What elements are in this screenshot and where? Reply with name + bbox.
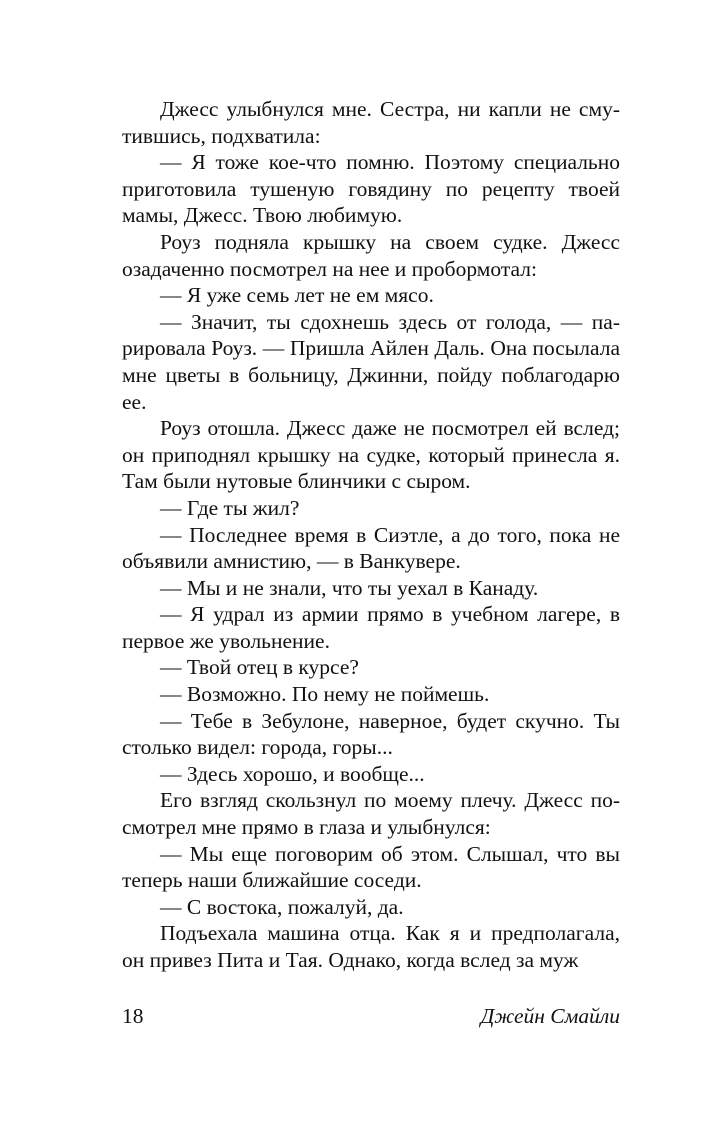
paragraph: Подъехала машина отца. Как я и предполагала, он привез Пита и Тая. Однако, когда вслед за муж (122, 921, 620, 972)
running-author: Джейн Смайли (480, 1004, 620, 1028)
paragraph: Роуз отошла. Джесс даже не посмотрел ей вслед; он приподнял крышку на судке, который принесла я. Там были нутовые блинчики с сыром. (122, 416, 620, 494)
paragraph: — Возможно. По нему не поймешь. (160, 682, 490, 707)
paragraph: — Твой отец в курсе? (160, 655, 359, 680)
paragraph: Его взгляд скользнул по моему плечу. Джесс посмотрел мне прямо в глаза и улыбнулся: (122, 788, 620, 840)
paragraph: — Тебе в Зебулоне, наверное, будет скучно. Ты столько видел: города, горы... (122, 708, 620, 760)
paragraph: Роуз подняла крышку на своем судке. Джесс озадаченно посмотрел на нее и пробормотал: (122, 229, 620, 281)
page-body (122, 96, 620, 974)
paragraph: — Значит, ты сдохнешь здесь от голода, — парировала Роуз. — Пришла Айлен Даль. Она посылала мне цветы в больницу, Джинни, пойду поблагодарю ее. (122, 309, 620, 414)
paragraph: Джесс улыбнулся мне. Сестра, ни капли не смутившись, подхватила: (122, 97, 620, 148)
paragraph: — Я уже семь лет не ем мясо. (160, 283, 434, 308)
page-footer (122, 1004, 620, 1029)
paragraph: — Здесь хорошо, и вообще... (160, 761, 425, 786)
page-number: 18 (122, 1004, 144, 1028)
paragraph: — Мы и не знали, что ты уехал в Канаду. (160, 575, 539, 600)
paragraph: — Я удрал из армии прямо в учебном лагере, в первое же увольнение. (122, 602, 620, 653)
paragraph: — Где ты жил? (160, 495, 300, 520)
paragraph: — Я тоже кое-что помню. Поэтому специально приготовила тушеную говядину по рецепту твоей мамы, Джесс. Твою любимую. (122, 150, 620, 228)
paragraph: — Мы еще поговорим об этом. Слышал, что вы теперь наши ближайшие соседи. (122, 841, 620, 893)
paragraph: — С востока, пожалуй, да. (160, 894, 404, 919)
paragraph: — Последнее время в Сиэтле, а до того, пока не объявили амнистию, — в Ванкувере. (122, 522, 620, 574)
